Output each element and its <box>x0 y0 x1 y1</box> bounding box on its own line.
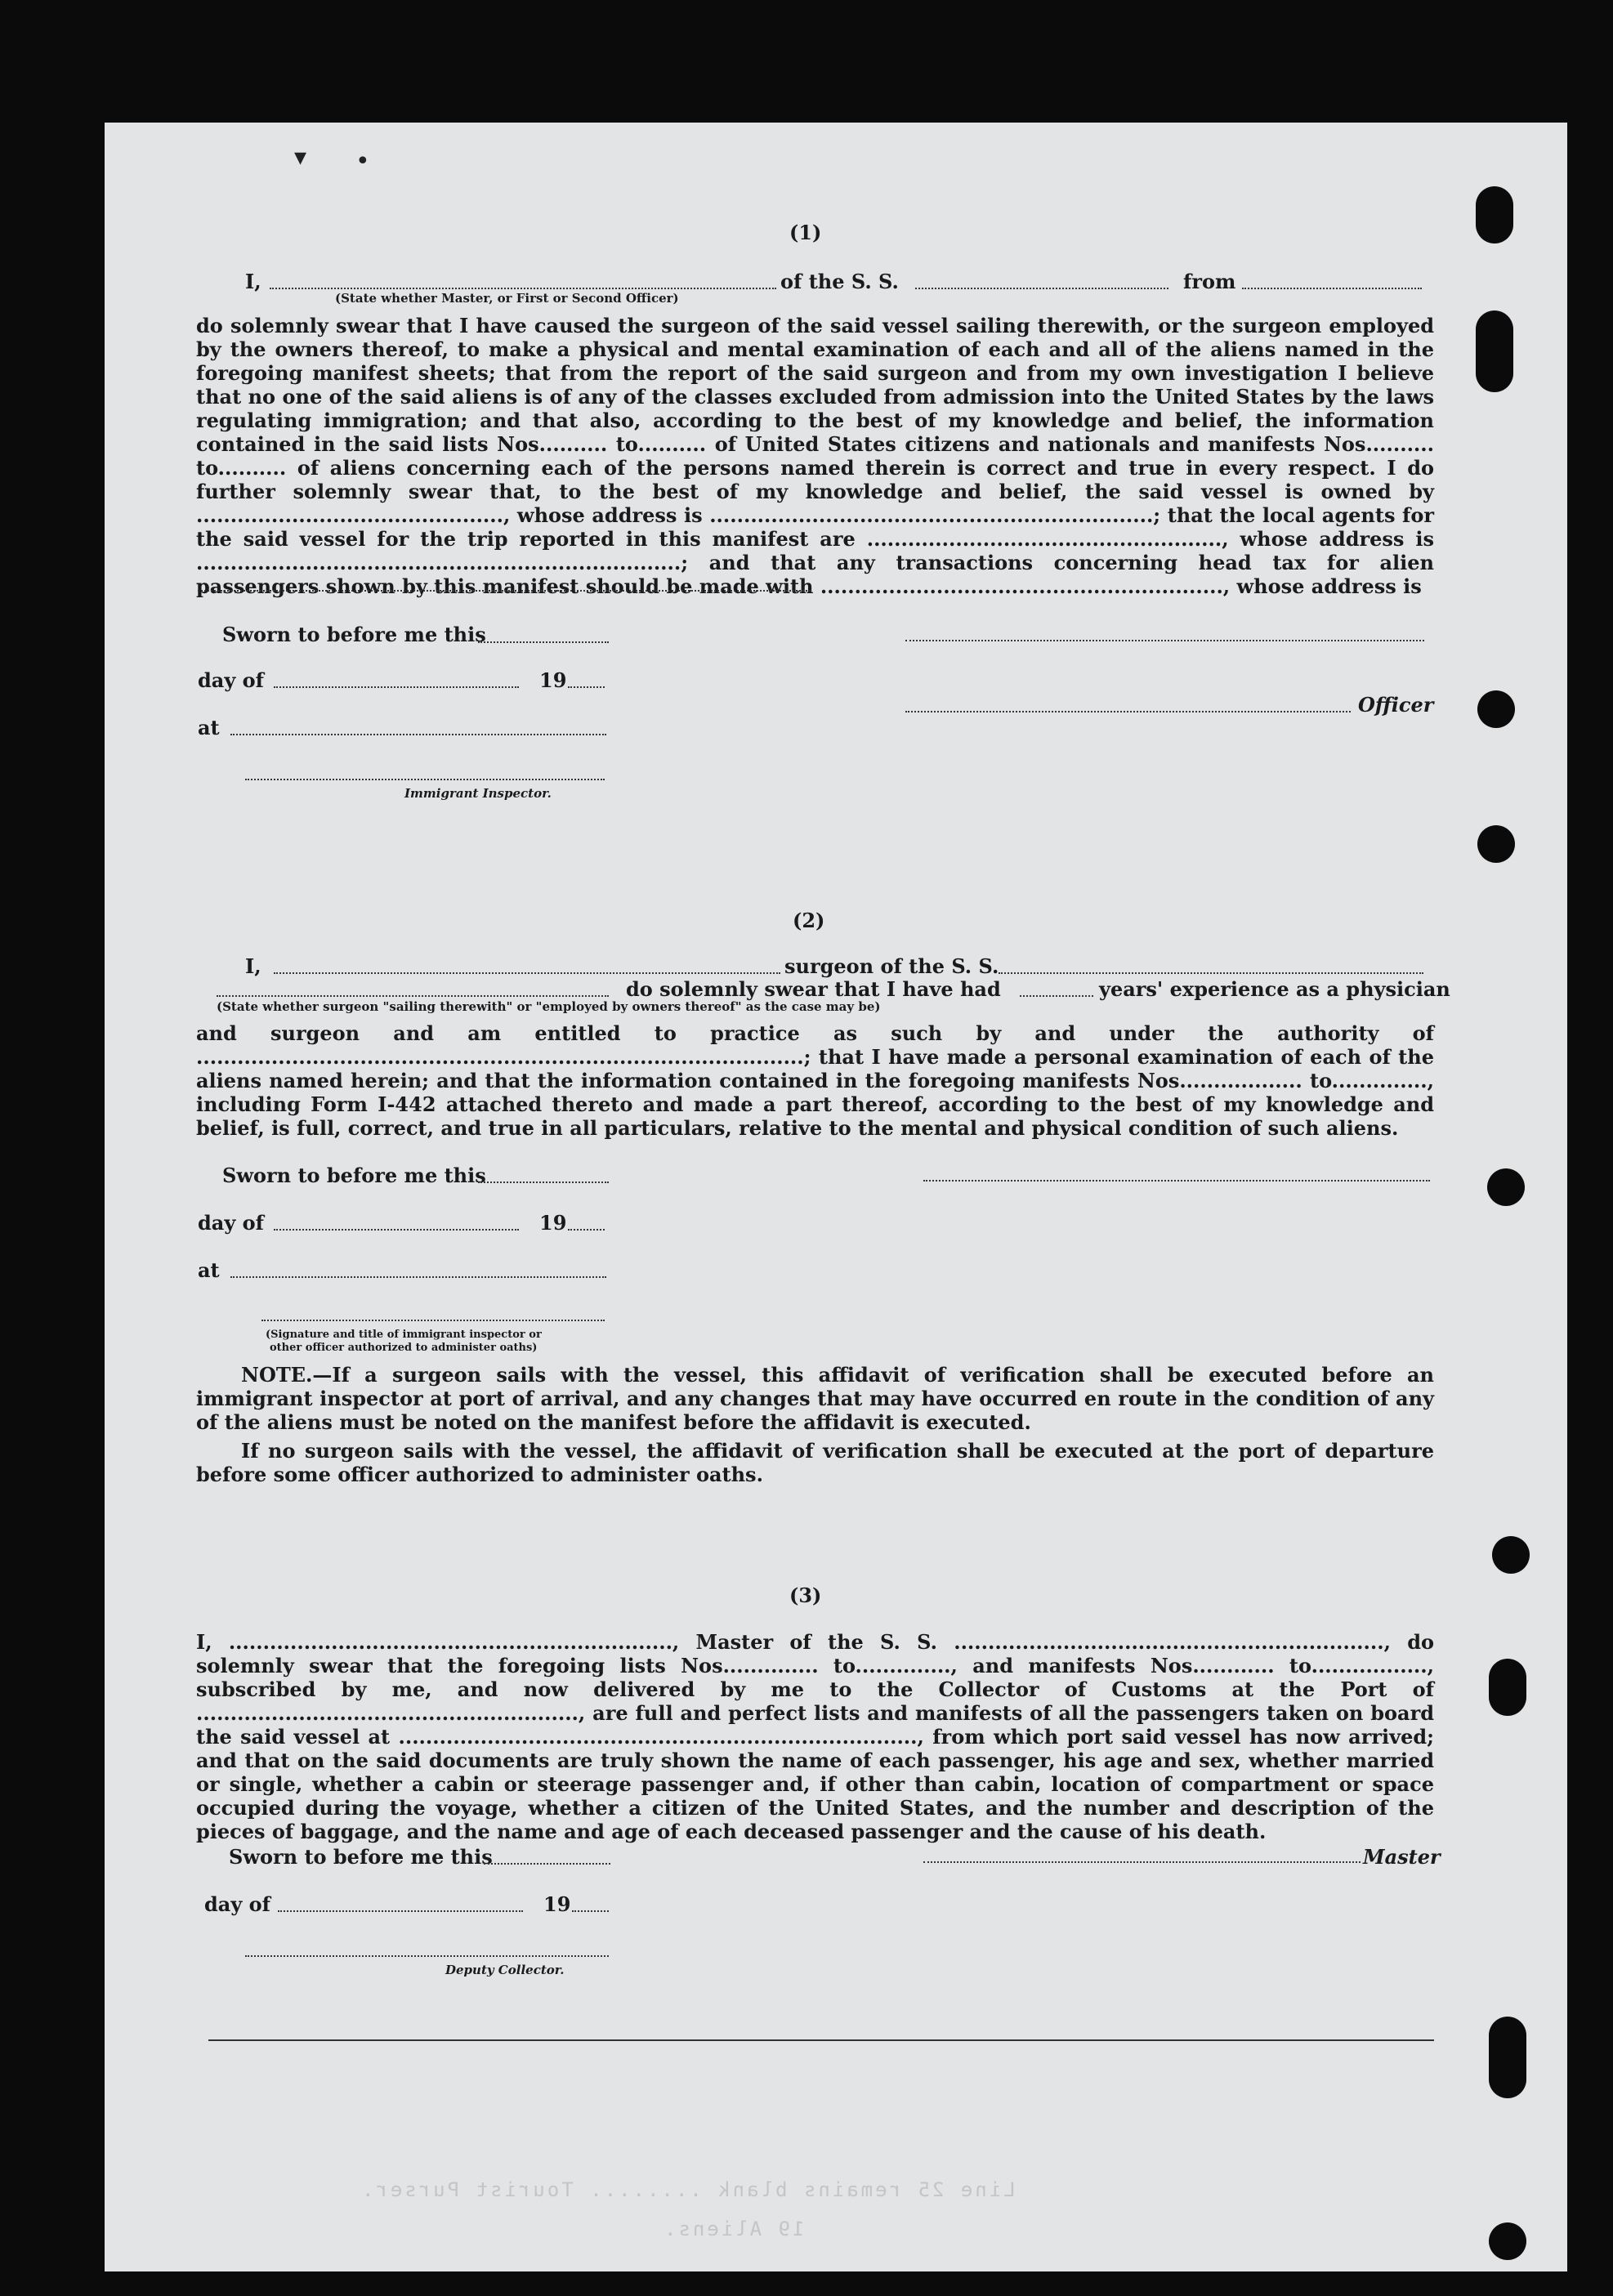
affidavit-2-sworn: Sworn to before me this <box>222 1164 486 1187</box>
affidavit-1-i: I, <box>245 270 261 293</box>
affidavit-2-at-field <box>230 1276 606 1278</box>
affidavit-1-text: do solemnly swear that I have caused the surgeon of the said vessel sailing therewith, or the surgeon employed by the owners thereof, to make a physical and mental examination of each and all of the aliens named in the foregoing manifest sheets; that from the report of the said surgeon and from my own investigation I believe that no one of the said aliens is of any of the classes excluded from admission into the United States by the laws regulating immigration; and that also, according to the best of my knowledge and belief, the information contained in the said lists Nos.......... to.......... of United States citizens and nationals and manifests Nos.......... to.......... of aliens concerning each of the persons named therein is correct and true in every respect. I do further solemnly swear that, to the best of my knowledge and belief, the said vessel is owned by ............................................., whose address is .................................................................; that the local agents for the said vessel for the trip reported in this manifest are ...................................................., whose address is .......................................................................; and that any transactions concerning head tax for alien passengers shown by this manifest should be made with ..........................................................., whose address is <box>196 314 1434 598</box>
affidavit-1-day-field <box>274 686 519 688</box>
affidavit-2-caption: (State whether surgeon "sailing therewith" or "employed by owners thereof" as the case may be) <box>217 999 881 1014</box>
affidavit-2-ship-field <box>999 972 1423 974</box>
punch-hole <box>1489 2222 1526 2260</box>
affidavit-1-from-field <box>1242 288 1422 289</box>
note-block <box>196 1363 1434 1486</box>
bottom-rule <box>208 2039 1434 2041</box>
affidavit-1-officer-label: Officer <box>1358 693 1434 717</box>
affidavit-3-master-line <box>923 1861 1361 1863</box>
punch-hole <box>1476 310 1513 392</box>
affidavit-3-year: 19 <box>543 1892 571 1916</box>
affidavit-1-ship-field <box>915 288 1168 289</box>
affidavit-2-signature-line <box>923 1180 1430 1182</box>
affidavit-2-status-field <box>217 995 609 997</box>
affidavit-2-year: 19 <box>539 1211 567 1235</box>
affidavit-3-sworn-field <box>484 1863 610 1865</box>
affidavit-2-year-field <box>568 1229 605 1231</box>
affidavit-1-number: (1) <box>789 221 822 244</box>
affidavit-3-sworn: Sworn to before me this <box>229 1845 493 1869</box>
affidavit-2-name-field <box>274 972 780 974</box>
affidavit-1-body <box>196 314 1434 598</box>
affidavit-2-years-field <box>1020 995 1093 997</box>
affidavit-2-day-field <box>274 1229 519 1231</box>
affidavit-2-surgeon: surgeon of the S. S. <box>784 954 999 978</box>
affidavit-1-sworn: Sworn to before me this <box>222 623 486 646</box>
stray-mark: • <box>355 147 370 176</box>
affidavit-1-sworn-field <box>478 641 609 643</box>
affidavit-3-number: (3) <box>789 1584 822 1607</box>
punch-hole <box>1492 1536 1530 1574</box>
bleed-through-line-a: Line 25 remains blank ........ Tourist Purser. <box>360 2178 1016 2201</box>
affidavit-2-body <box>196 1021 1434 1140</box>
affidavit-1-address-field <box>198 590 811 592</box>
affidavit-2-signature-caption-1: (Signature and title of immigrant inspector or <box>266 1329 542 1341</box>
affidavit-1-caption: (State whether Master, or First or Second Officer) <box>335 291 679 306</box>
note-paragraph-1: NOTE.—If a surgeon sails with the vessel, this affidavit of verification shall be executed before an immigrant inspector at port of arrival, and any changes that may have occurred en route in the condition of any of the aliens must be noted on the manifest before the affidavit is executed. <box>196 1363 1434 1434</box>
affidavit-3-collector-caption: Deputy Collector. <box>445 1963 565 1977</box>
affidavit-3-body <box>196 1630 1434 1843</box>
affidavit-2-day-of: day of <box>198 1211 264 1235</box>
affidavit-3-day-field <box>278 1910 523 1912</box>
affidavit-1-of-ss: of the S. S. <box>780 270 899 293</box>
affidavit-1-year-field <box>568 686 605 688</box>
punch-hole <box>1477 690 1515 728</box>
affidavit-3-year-field <box>572 1910 609 1912</box>
stray-mark: ▾ <box>294 143 307 172</box>
affidavit-1-inspector-line <box>245 779 605 780</box>
affidavit-1-inspector-caption: Immigrant Inspector. <box>404 786 552 801</box>
affidavit-1-officer-field <box>270 288 776 289</box>
punch-hole <box>1489 1659 1526 1716</box>
affidavit-2-swear: do solemnly swear that I have had <box>626 977 1001 1001</box>
affidavit-2-i: I, <box>245 954 261 978</box>
punch-hole <box>1476 186 1513 243</box>
affidavit-1-from: from <box>1183 270 1236 293</box>
affidavit-2-years: years' experience as a physician <box>1099 977 1450 1001</box>
affidavit-1-at-field <box>230 734 606 735</box>
affidavit-1-year: 19 <box>539 668 567 692</box>
affidavit-3-text: I, ................................................................., Master of the S. S. ..............................................................., do solemnly swear that the foregoing lists Nos.............. to.............., and manifests Nos............ to................., subscribed by me, and now delivered by me to the Collector of Customs at the Port of ........................................................, are full and perfect lists and manifests of all the passengers taken on board the said vessel at ............................................................................, from which port said vessel has now arrived; and that on the said documents are truly shown the name of each passenger, his age and sex, whether married or single, whether a cabin or steerage passenger and, if other than cabin, location of compartment or space occupied during the voyage, whether a citizen of the United States, and the number and description of the pieces of baggage, and the name and age of each deceased passenger and the cause of his death. <box>196 1630 1434 1843</box>
affidavit-2-signature-caption-2: other officer authorized to administer oaths) <box>270 1342 538 1354</box>
affidavit-2-at: at <box>198 1258 220 1282</box>
punch-hole <box>1487 1168 1525 1206</box>
affidavit-3-master-label: Master <box>1363 1845 1441 1869</box>
affidavit-3-collector-line <box>245 1955 609 1957</box>
affidavit-2-sworn-field <box>478 1182 609 1183</box>
affidavit-2-text: and surgeon and am entitled to practice as such by and under the authority of .........................................................................................; that I have made a personal examination of each of the aliens named herein; and that the information contained in the foregoing manifests Nos.................. to.............., including Form I-442 attached thereto and made a part thereof, according to the best of my knowledge and belief, is full, correct, and true in all particulars, relative to the mental and physical condition of such aliens. <box>196 1021 1434 1140</box>
affidavit-1-day-of: day of <box>198 668 264 692</box>
affidavit-2-inspector-line <box>261 1320 605 1321</box>
bleed-through-line-b: 19 Aliens. <box>662 2218 805 2240</box>
affidavit-1-officer-line <box>905 711 1351 712</box>
note-paragraph-2: If no surgeon sails with the vessel, the affidavit of verification shall be executed at the port of departure before some officer authorized to administer oaths. <box>196 1439 1434 1486</box>
affidavit-1-at: at <box>198 716 220 739</box>
affidavit-3-day-of: day of <box>204 1892 270 1916</box>
affidavit-2-number: (2) <box>793 909 825 932</box>
affidavit-1-signature-line <box>905 640 1424 641</box>
punch-hole <box>1477 825 1515 863</box>
punch-hole <box>1489 2017 1526 2098</box>
